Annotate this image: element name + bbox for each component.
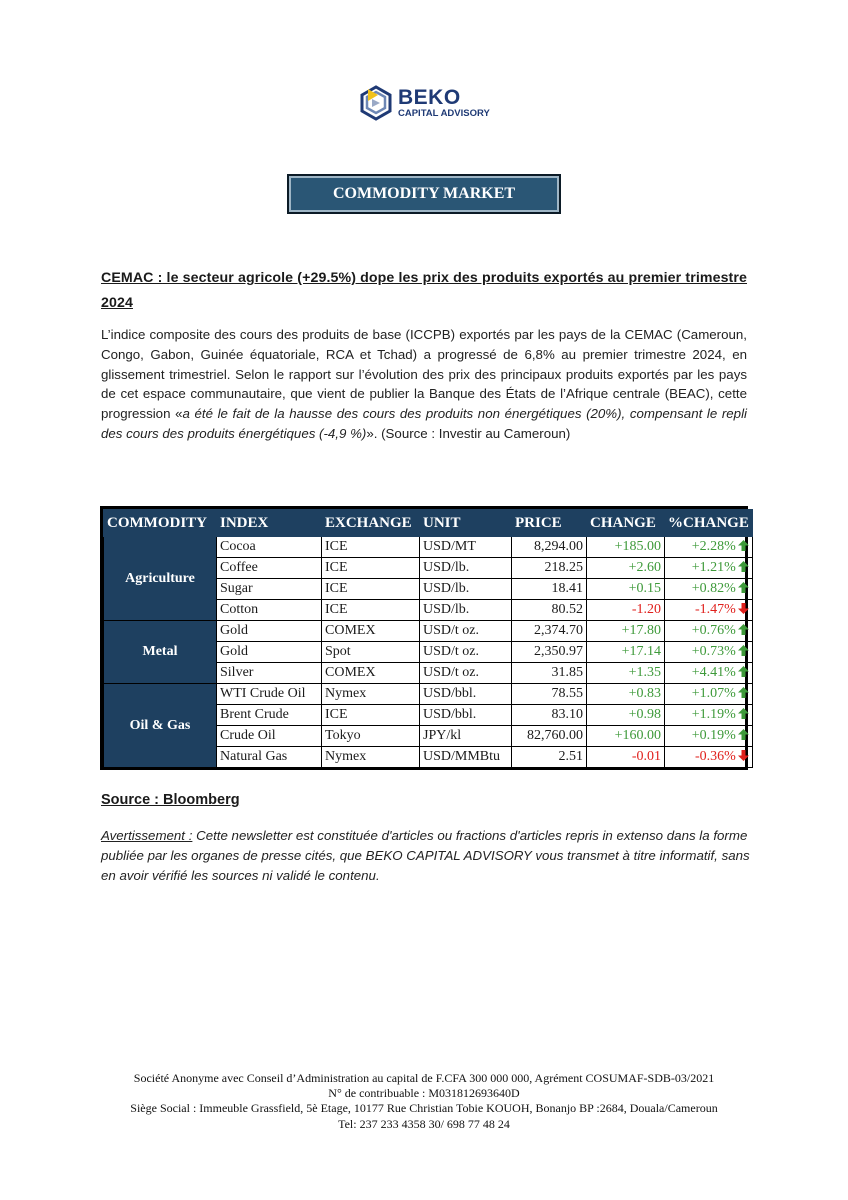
- index-cell: [217, 537, 322, 558]
- exchange-cell-text: Tokyo: [325, 728, 361, 743]
- unit-cell-text: USD/MT: [423, 539, 476, 554]
- arrow-down-icon: [738, 603, 749, 614]
- exchange-cell: [322, 684, 420, 705]
- change-cell: [587, 579, 665, 600]
- exchange-cell-text: Nymex: [325, 686, 367, 701]
- pct-change-cell: [665, 747, 753, 768]
- price-cell: [512, 600, 587, 621]
- arrow-up-icon: [738, 687, 749, 698]
- exchange-cell: [322, 747, 420, 768]
- commodity-table: [103, 509, 753, 768]
- exchange-cell: [322, 705, 420, 726]
- index-cell-text: Natural Gas: [220, 749, 288, 764]
- change-cell-text: -1.20: [631, 602, 661, 617]
- exchange-cell: [322, 600, 420, 621]
- change-cell-text: +160.00: [614, 728, 661, 743]
- price-cell: [512, 642, 587, 663]
- company-logo: [358, 83, 488, 123]
- unit-cell-text: USD/t oz.: [423, 623, 479, 638]
- change-cell: [587, 684, 665, 705]
- index-cell-text: Crude Oil: [220, 728, 276, 743]
- unit-cell: [420, 747, 512, 768]
- change-cell: [587, 705, 665, 726]
- pct-change-cell: [665, 705, 753, 726]
- body-text-1: L’indice composite des cours des produits de base (ICCPB) exportés par les pays de la CEMAC (Cameroun, Congo, Gabon, Guinée équatoriale, RCA et Tchad) a progressé de 6,8% au premier trimestre 2024, en glissement trimestriel. Selon le rapport sur l’évolution des prix des principaux produits exportés par les pays de cet espace communautaire, que vient de publier la Banque des États de l’Afrique centrale (BEAC), cette progression «: [101, 327, 747, 422]
- change-cell: [587, 642, 665, 663]
- unit-cell: [420, 684, 512, 705]
- price-cell-text: 31.85: [551, 665, 583, 680]
- pct-change-cell: [665, 684, 753, 705]
- unit-cell-text: JPY/kl: [423, 728, 462, 743]
- price-cell: [512, 705, 587, 726]
- unit-cell: [420, 726, 512, 747]
- pct-change-cell-text: +1.21%: [691, 560, 736, 575]
- index-cell-text: Gold: [220, 644, 248, 659]
- index-cell: [217, 621, 322, 642]
- disclaimer-text: Cette newsletter est constituée d'articles ou fractions d'articles repris in extenso dans la forme publiée par les organes de presse cités, que BEKO CAPITAL ADVISORY vous transmet à titre informatif, sans en avoir vérifié les sources ni validé le contenu.: [101, 828, 750, 883]
- footer-line-3: Siège Social : Immeuble Grassfield, 5è Etage, 10177 Rue Christian Tobie KOUOH, Bonanjo BP :2684, Douala/Cameroun: [130, 1101, 718, 1116]
- table-row: [104, 537, 753, 558]
- col-price: PRICE: [512, 510, 587, 537]
- index-cell-text: Cotton: [220, 602, 259, 617]
- col-exchange: EXCHANGE: [322, 510, 420, 537]
- change-cell-text: +0.15: [628, 581, 661, 596]
- logo-subtitle: CAPITAL ADVISORY: [398, 108, 490, 119]
- logo-mark-icon: [358, 83, 394, 123]
- arrow-down-icon: [738, 750, 749, 761]
- exchange-cell: [322, 579, 420, 600]
- pct-change-cell-text: -1.47%: [695, 602, 736, 617]
- exchange-cell: [322, 558, 420, 579]
- exchange-cell-text: ICE: [325, 581, 348, 596]
- index-cell: [217, 663, 322, 684]
- exchange-cell: [322, 537, 420, 558]
- change-cell: [587, 621, 665, 642]
- price-cell-text: 2,350.97: [534, 644, 583, 659]
- price-cell: [512, 684, 587, 705]
- exchange-cell-text: COMEX: [325, 623, 376, 638]
- index-cell-text: Silver: [220, 665, 254, 680]
- pct-change-cell: [665, 621, 753, 642]
- index-cell-text: Brent Crude: [220, 707, 289, 722]
- disclaimer: [101, 826, 753, 885]
- change-cell-text: +2.60: [628, 560, 661, 575]
- arrow-up-icon: [738, 666, 749, 677]
- footer-line-2: N° de contribuable : M031812693640D: [328, 1086, 520, 1101]
- unit-cell: [420, 642, 512, 663]
- arrow-up-icon: [738, 645, 749, 656]
- exchange-cell-text: Spot: [325, 644, 351, 659]
- price-cell: [512, 747, 587, 768]
- exchange-cell: [322, 663, 420, 684]
- index-cell: [217, 600, 322, 621]
- pct-change-cell: [665, 642, 753, 663]
- pct-change-cell: [665, 537, 753, 558]
- change-cell-text: +0.98: [628, 707, 661, 722]
- change-cell: [587, 747, 665, 768]
- col-pct-change: %CHANGE: [665, 510, 753, 537]
- col-change: CHANGE: [587, 510, 665, 537]
- unit-cell: [420, 537, 512, 558]
- unit-cell-text: USD/lb.: [423, 581, 470, 596]
- price-cell: [512, 621, 587, 642]
- index-cell-text: Gold: [220, 623, 248, 638]
- unit-cell-text: USD/bbl.: [423, 686, 477, 701]
- pct-change-cell-text: -0.36%: [695, 749, 736, 764]
- article-body: [101, 325, 747, 444]
- unit-cell: [420, 621, 512, 642]
- price-cell-text: 82,760.00: [527, 728, 583, 743]
- pct-change-cell: [665, 726, 753, 747]
- footer-line-4: Tel: 237 233 4358 30/ 698 77 48 24: [338, 1116, 510, 1131]
- index-cell-text: WTI Crude Oil: [220, 686, 306, 701]
- pct-change-cell-text: +0.82%: [691, 581, 736, 596]
- arrow-up-icon: [738, 540, 749, 551]
- exchange-cell-text: ICE: [325, 539, 348, 554]
- pct-change-cell-text: +2.28%: [691, 539, 736, 554]
- body-quote: a été le fait de la hausse des cours des produits non énergétiques (20%), compensant le repli des cours des produits énergétiques (-4,9 %): [101, 406, 747, 441]
- price-cell-text: 218.25: [544, 560, 583, 575]
- commodity-group: Metal: [104, 621, 217, 684]
- col-unit: UNIT: [420, 510, 512, 537]
- pct-change-cell: [665, 558, 753, 579]
- index-cell: [217, 705, 322, 726]
- col-index: INDEX: [217, 510, 322, 537]
- table-row: [104, 684, 753, 705]
- footer-line-1: Société Anonyme avec Conseil d’Administration au capital de F.CFA 300 000 000, Agrément COSUMAF-SDB-03/2021: [133, 1071, 715, 1085]
- headline-region: CEMAC :: [101, 270, 163, 286]
- unit-cell-text: USD/MMBtu: [423, 749, 501, 764]
- exchange-cell: [322, 642, 420, 663]
- pct-change-cell: [665, 600, 753, 621]
- index-cell-text: Coffee: [220, 560, 258, 575]
- change-cell: [587, 558, 665, 579]
- unit-cell: [420, 558, 512, 579]
- price-cell: [512, 726, 587, 747]
- change-cell-text: -0.01: [631, 749, 661, 764]
- index-cell: [217, 558, 322, 579]
- exchange-cell: [322, 621, 420, 642]
- pct-change-cell-text: +1.19%: [691, 707, 736, 722]
- change-cell: [587, 726, 665, 747]
- price-cell-text: 18.41: [551, 581, 583, 596]
- pct-change-cell: [665, 663, 753, 684]
- price-cell: [512, 558, 587, 579]
- article-headline: [101, 266, 747, 316]
- price-cell-text: 83.10: [551, 707, 583, 722]
- change-cell: [587, 537, 665, 558]
- exchange-cell-text: COMEX: [325, 665, 376, 680]
- price-cell: [512, 537, 587, 558]
- table-row: [104, 621, 753, 642]
- unit-cell-text: USD/lb.: [423, 560, 470, 575]
- disclaimer-label: Avertissement :: [101, 828, 193, 843]
- price-cell-text: 2,374.70: [534, 623, 583, 638]
- unit-cell: [420, 705, 512, 726]
- index-cell: [217, 642, 322, 663]
- commodity-group: Agriculture: [104, 537, 217, 621]
- change-cell-text: +185.00: [614, 539, 661, 554]
- arrow-up-icon: [738, 624, 749, 635]
- unit-cell-text: USD/lb.: [423, 602, 470, 617]
- change-cell: [587, 600, 665, 621]
- unit-cell-text: USD/bbl.: [423, 707, 477, 722]
- pct-change-cell-text: +0.19%: [691, 728, 736, 743]
- index-cell-text: Cocoa: [220, 539, 256, 554]
- page-footer: [0, 1071, 848, 1132]
- change-cell: [587, 663, 665, 684]
- price-cell-text: 78.55: [551, 686, 583, 701]
- arrow-up-icon: [738, 708, 749, 719]
- source-note: Source : Bloomberg: [101, 792, 240, 808]
- change-cell-text: +17.14: [621, 644, 661, 659]
- change-cell-text: +17.80: [621, 623, 661, 638]
- price-cell-text: 80.52: [551, 602, 583, 617]
- unit-cell-text: USD/t oz.: [423, 644, 479, 659]
- logo-name: BEKO: [398, 86, 461, 109]
- body-text-2: ». (Source : Investir au Cameroun): [366, 425, 571, 441]
- arrow-up-icon: [738, 582, 749, 593]
- commodity-group: Oil & Gas: [104, 684, 217, 768]
- change-cell-text: +0.83: [628, 686, 661, 701]
- pct-change-cell-text: +0.76%: [691, 623, 736, 638]
- price-cell: [512, 663, 587, 684]
- pct-change-cell-text: +4.41%: [691, 665, 736, 680]
- col-commodity: COMMODITY: [104, 510, 217, 537]
- table-header-row: [104, 510, 753, 537]
- unit-cell: [420, 600, 512, 621]
- index-cell: [217, 684, 322, 705]
- arrow-up-icon: [738, 561, 749, 572]
- index-cell: [217, 579, 322, 600]
- index-cell: [217, 747, 322, 768]
- price-cell-text: 2.51: [558, 749, 583, 764]
- exchange-cell-text: ICE: [325, 602, 348, 617]
- pct-change-cell-text: +0.73%: [691, 644, 736, 659]
- arrow-up-icon: [738, 729, 749, 740]
- unit-cell-text: USD/t oz.: [423, 665, 479, 680]
- exchange-cell-text: ICE: [325, 707, 348, 722]
- unit-cell: [420, 579, 512, 600]
- pct-change-cell-text: +1.07%: [691, 686, 736, 701]
- exchange-cell-text: Nymex: [325, 749, 367, 764]
- section-banner: COMMODITY MARKET: [287, 174, 561, 214]
- price-cell-text: 8,294.00: [534, 539, 583, 554]
- price-cell: [512, 579, 587, 600]
- change-cell-text: +1.35: [628, 665, 661, 680]
- exchange-cell-text: ICE: [325, 560, 348, 575]
- unit-cell: [420, 663, 512, 684]
- pct-change-cell: [665, 579, 753, 600]
- index-cell-text: Sugar: [220, 581, 253, 596]
- exchange-cell: [322, 726, 420, 747]
- index-cell: [217, 726, 322, 747]
- headline-text: le secteur agricole (+29.5%) dope les prix des produits exportés au premier trimestre 2024: [101, 270, 747, 311]
